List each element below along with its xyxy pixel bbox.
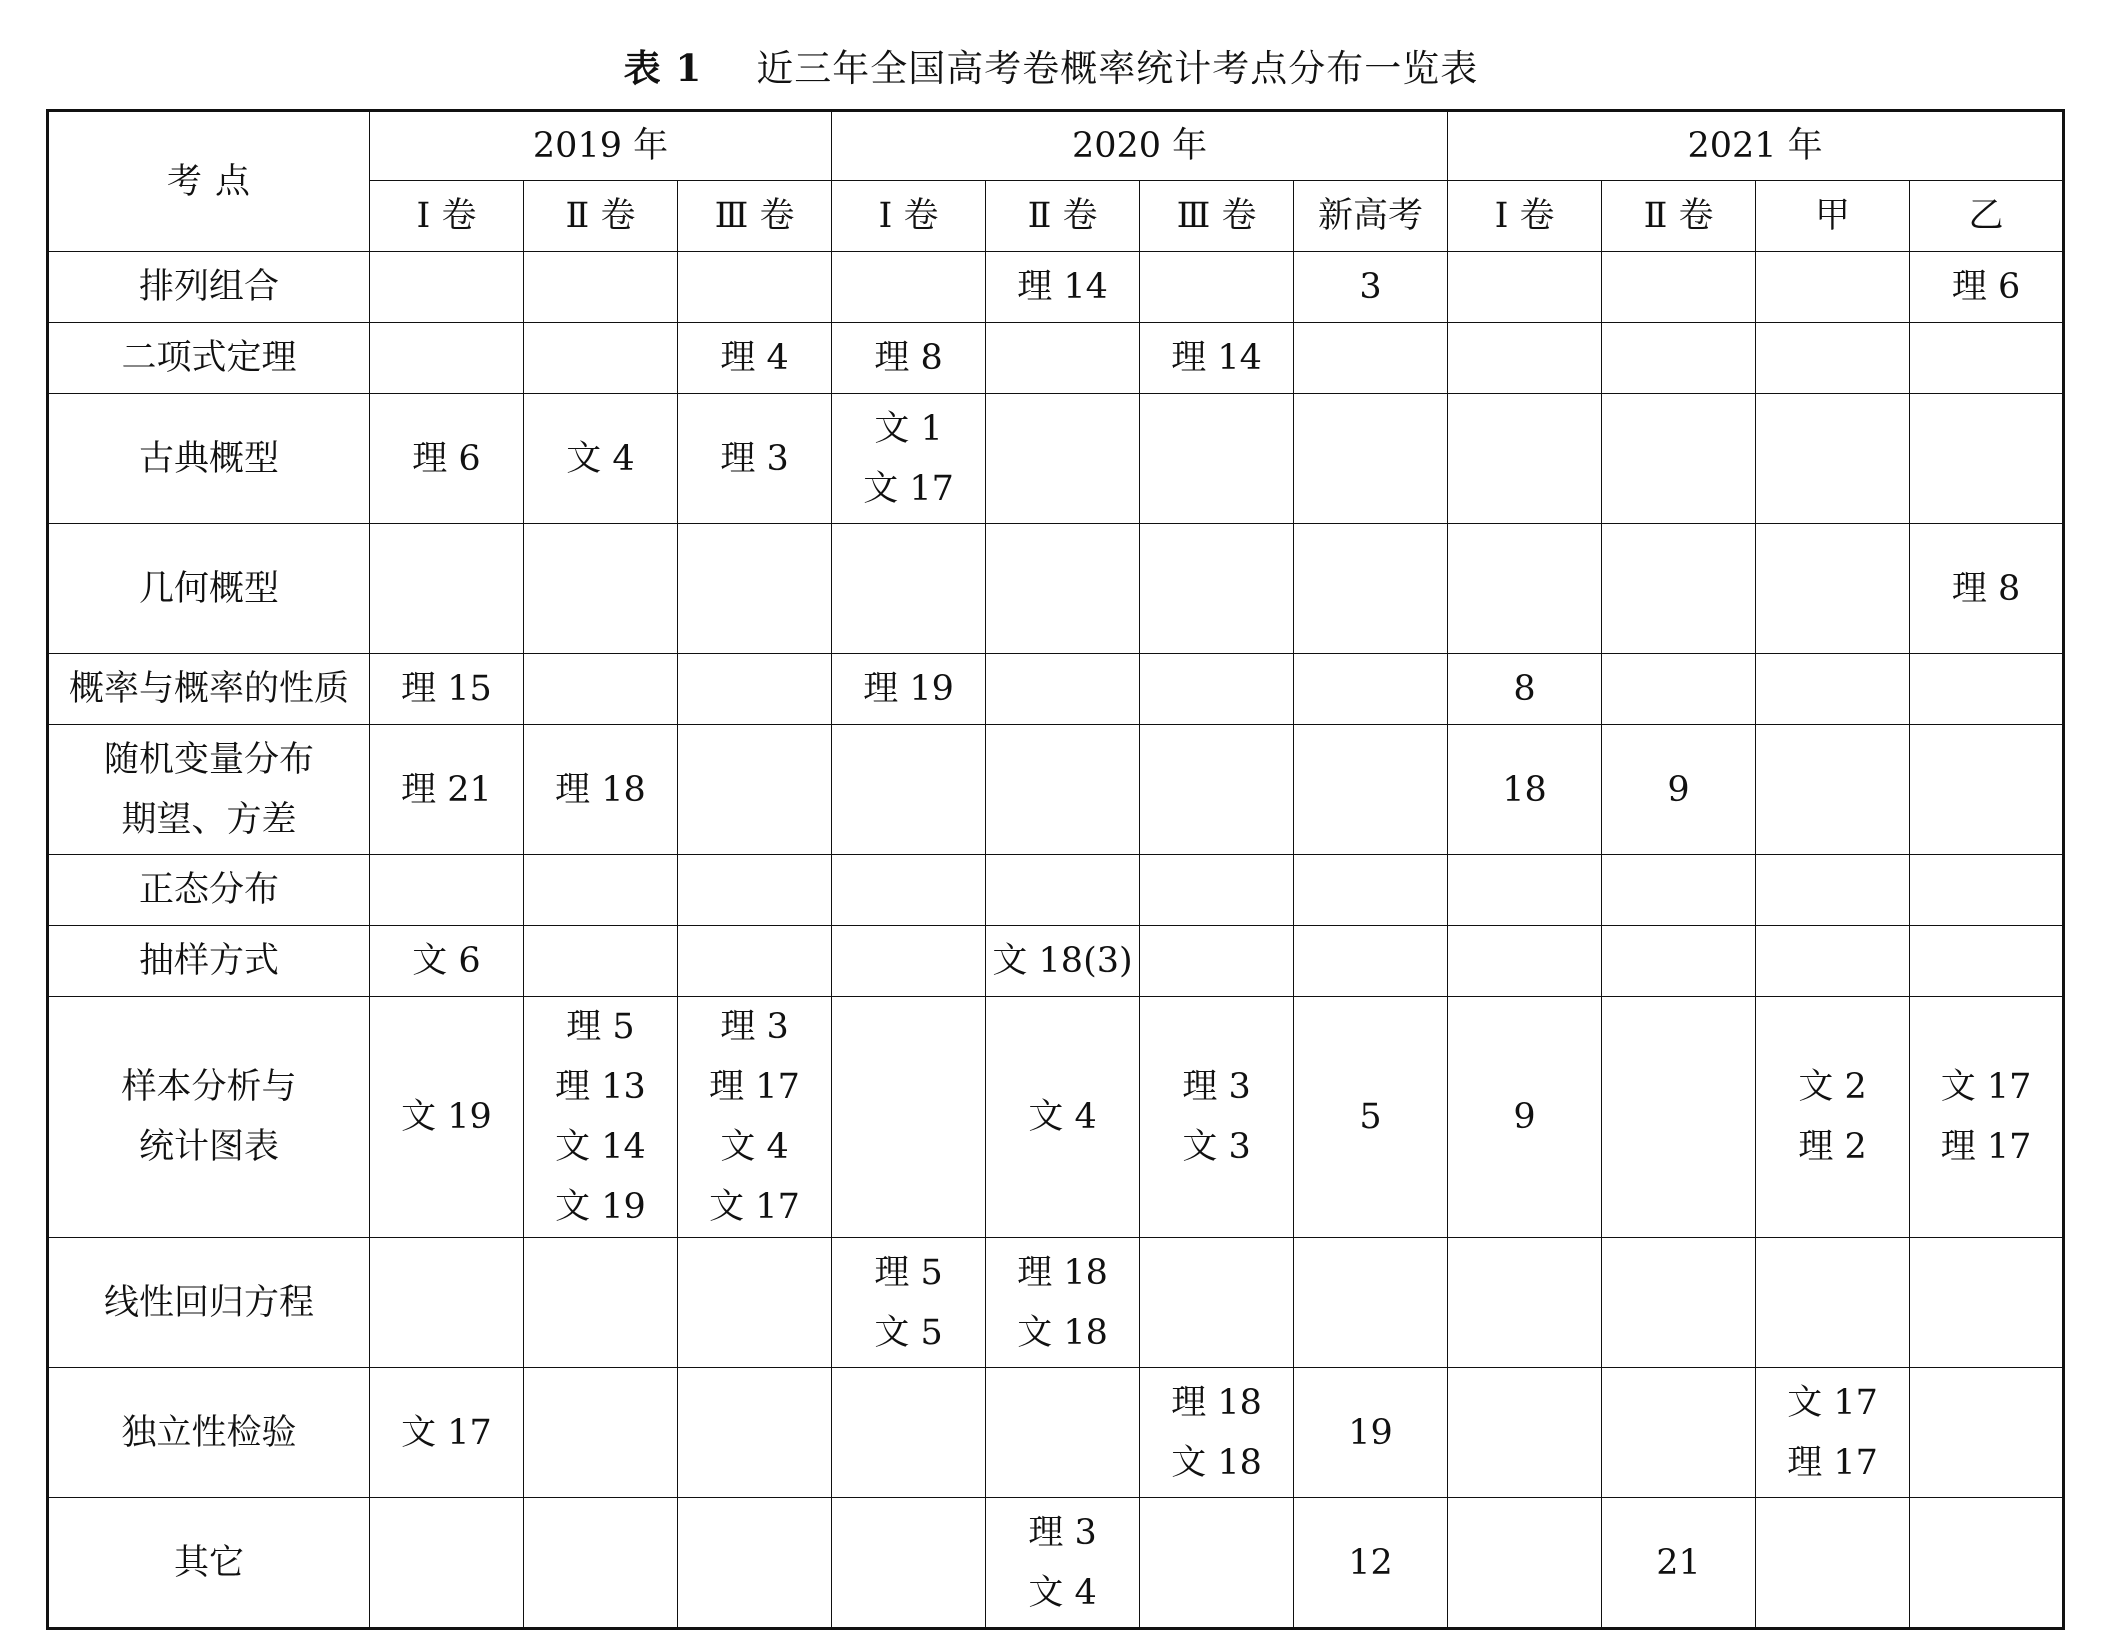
question-ref: 理 15 [401, 669, 492, 709]
data-cell [524, 997, 678, 1238]
topic-label-line: 二项式定理 [121, 338, 297, 378]
table-row [48, 1238, 2064, 1368]
question-ref: 理 13 [555, 1067, 646, 1107]
question-list [1448, 1087, 1601, 1147]
data-cell [678, 725, 832, 855]
question-list [370, 659, 523, 719]
question-ref: 理 6 [1951, 267, 2021, 307]
question-ref: 理 17 [709, 1067, 800, 1107]
question-list [1756, 1057, 1909, 1177]
question-ref: 文 18 [1017, 1312, 1108, 1353]
topic-label-line: 排列组合 [138, 267, 279, 307]
data-cell [1756, 725, 1910, 855]
topic-cell [48, 1368, 370, 1498]
data-cell [370, 323, 524, 394]
data-cell [1140, 926, 1294, 997]
data-cell [678, 1238, 832, 1368]
topic-label [49, 429, 369, 489]
topic-cell [48, 524, 370, 654]
question-list [986, 1243, 1139, 1363]
paper-header: Ⅱ 卷 [524, 181, 678, 252]
question-list [370, 931, 523, 991]
question-list [1294, 1533, 1447, 1593]
question-ref: 理 21 [401, 769, 492, 810]
data-cell [678, 252, 832, 323]
data-cell [370, 654, 524, 725]
topic-label-line: 期望、方差 [121, 799, 297, 840]
topic-label [49, 860, 369, 920]
data-cell [832, 997, 986, 1238]
data-cell [370, 394, 524, 524]
data-cell [832, 1238, 986, 1368]
data-cell [1448, 725, 1602, 855]
data-cell [524, 1238, 678, 1368]
data-cell [1140, 725, 1294, 855]
question-ref: 文 18(3) [992, 941, 1133, 981]
paper-header: Ⅱ 卷 [1602, 181, 1756, 252]
topic-cell [48, 394, 370, 524]
question-ref: 文 19 [555, 1187, 646, 1227]
question-list [1140, 1057, 1293, 1177]
data-cell [832, 323, 986, 394]
data-cell [678, 323, 832, 394]
data-cell [524, 1368, 678, 1498]
question-list [1294, 1087, 1447, 1147]
topic-label [49, 1273, 369, 1333]
topic-cell [48, 725, 370, 855]
question-ref: 12 [1348, 1542, 1393, 1583]
data-cell [1756, 855, 1910, 926]
data-cell [1910, 654, 2064, 725]
data-cell [1910, 725, 2064, 855]
table-row [48, 252, 2064, 323]
table-row [48, 926, 2064, 997]
paper-header: Ⅲ 卷 [678, 181, 832, 252]
data-cell [524, 926, 678, 997]
question-list [524, 760, 677, 820]
question-list [678, 997, 831, 1237]
question-ref: 21 [1656, 1542, 1701, 1583]
data-cell [1448, 394, 1602, 524]
data-cell [1602, 926, 1756, 997]
data-cell [986, 997, 1140, 1238]
table-title: 近三年全国高考卷概率统计考点分布一览表 [756, 47, 1479, 90]
question-list [524, 997, 677, 1237]
data-cell [1756, 1498, 1910, 1629]
question-ref: 3 [1359, 267, 1382, 307]
data-cell [1602, 997, 1756, 1238]
topic-label-line: 线性回归方程 [103, 1282, 314, 1323]
data-cell [370, 1238, 524, 1368]
data-cell [1448, 997, 1602, 1238]
question-ref: 理 3 [1182, 1067, 1251, 1107]
topic-cell [48, 654, 370, 725]
topic-cell [48, 855, 370, 926]
topic-cell [48, 997, 370, 1238]
topic-label [49, 730, 369, 850]
topic-label-line: 统计图表 [138, 1127, 279, 1167]
question-ref: 文 4 [566, 438, 635, 479]
data-cell [370, 252, 524, 323]
data-cell [832, 926, 986, 997]
data-cell [1140, 1238, 1294, 1368]
question-ref: 理 14 [1017, 267, 1108, 307]
data-cell [1140, 524, 1294, 654]
question-ref: 理 17 [1787, 1442, 1878, 1483]
data-cell [1294, 997, 1448, 1238]
topic-cell [48, 323, 370, 394]
data-cell [986, 394, 1140, 524]
data-cell [678, 654, 832, 725]
data-cell [524, 725, 678, 855]
question-ref: 理 4 [720, 338, 789, 378]
data-cell [1294, 524, 1448, 654]
topic-label [49, 1403, 369, 1463]
question-list [986, 1087, 1139, 1147]
exam-topic-table [46, 109, 2065, 1630]
data-cell [1910, 323, 2064, 394]
corner-header [48, 111, 370, 252]
question-list [986, 1503, 1139, 1623]
table-row [48, 394, 2064, 524]
data-cell [524, 323, 678, 394]
data-cell [1602, 1368, 1756, 1498]
question-ref: 5 [1359, 1097, 1382, 1137]
data-cell [1294, 1238, 1448, 1368]
question-ref: 文 17 [863, 468, 954, 509]
year-header-2019: 2019 年 [370, 111, 832, 181]
question-ref: 文 17 [1940, 1067, 2032, 1107]
topic-label-line: 其它 [173, 1542, 244, 1583]
data-cell [1294, 252, 1448, 323]
data-cell [1756, 997, 1910, 1238]
question-list [986, 931, 1139, 991]
data-cell [524, 1498, 678, 1629]
data-cell [1448, 1498, 1602, 1629]
topic-cell [48, 926, 370, 997]
question-list [1910, 257, 2062, 317]
topic-cell [48, 1498, 370, 1629]
data-cell [986, 654, 1140, 725]
data-cell [832, 394, 986, 524]
question-ref: 文 17 [709, 1187, 800, 1227]
data-cell [678, 855, 832, 926]
question-list [1602, 1533, 1755, 1593]
data-cell [1910, 1238, 2064, 1368]
question-list [832, 328, 985, 388]
data-cell [678, 926, 832, 997]
data-cell [1448, 1368, 1602, 1498]
question-ref: 理 5 [566, 1007, 635, 1047]
question-ref: 理 3 [720, 1007, 789, 1047]
data-cell [1756, 926, 1910, 997]
data-cell [370, 926, 524, 997]
data-cell [1140, 997, 1294, 1238]
question-ref: 理 19 [863, 669, 954, 709]
data-cell [1602, 323, 1756, 394]
data-cell [1140, 1498, 1294, 1629]
data-cell [1602, 252, 1756, 323]
data-cell [1756, 1368, 1910, 1498]
topic-label-line: 概率与概率的性质 [68, 669, 349, 709]
data-cell [1448, 654, 1602, 725]
paper-header: 乙 [1910, 181, 2064, 252]
question-list [1448, 760, 1601, 820]
table-row [48, 997, 2064, 1238]
data-cell [1140, 855, 1294, 926]
question-list [678, 429, 831, 489]
data-cell [524, 252, 678, 323]
data-cell [370, 524, 524, 654]
question-ref: 理 6 [412, 438, 481, 479]
data-cell [1910, 855, 2064, 926]
data-cell [832, 524, 986, 654]
topic-label-line: 随机变量分布 [103, 739, 314, 780]
topic-label-line: 样本分析与 [121, 1067, 297, 1107]
data-cell [1602, 855, 1756, 926]
data-cell [986, 1238, 1140, 1368]
data-cell [1448, 252, 1602, 323]
data-cell [1910, 252, 2064, 323]
data-cell [986, 524, 1140, 654]
data-cell [1140, 252, 1294, 323]
topic-label-line: 抽样方式 [138, 941, 279, 981]
question-ref: 文 3 [1182, 1127, 1251, 1167]
data-cell [986, 725, 1140, 855]
data-cell [1756, 394, 1910, 524]
data-cell [1448, 1238, 1602, 1368]
question-list [832, 1243, 985, 1363]
table-row [48, 323, 2064, 394]
data-cell [832, 654, 986, 725]
topic-label-line: 古典概型 [138, 438, 279, 479]
data-cell [832, 725, 986, 855]
data-cell [524, 394, 678, 524]
topic-label-line: 独立性检验 [121, 1412, 297, 1453]
question-ref: 理 18 [1171, 1382, 1262, 1423]
question-ref: 理 3 [1028, 1512, 1097, 1553]
data-cell [1602, 1238, 1756, 1368]
data-cell [986, 252, 1140, 323]
question-list [986, 257, 1139, 317]
data-cell [1448, 855, 1602, 926]
question-ref: 理 5 [874, 1252, 943, 1293]
table-row [48, 524, 2064, 654]
data-cell [370, 855, 524, 926]
data-cell [678, 997, 832, 1238]
data-cell [1294, 855, 1448, 926]
question-list [1294, 257, 1447, 317]
question-ref: 18 [1502, 769, 1547, 810]
data-cell [1140, 394, 1294, 524]
data-cell [1294, 323, 1448, 394]
question-list [370, 760, 523, 820]
table-row [48, 725, 2064, 855]
question-ref: 文 4 [720, 1127, 789, 1167]
table-row [48, 1368, 2064, 1498]
data-cell [678, 1368, 832, 1498]
data-cell [1294, 1368, 1448, 1498]
table-row [48, 654, 2064, 725]
table-row [48, 1498, 2064, 1629]
data-cell [678, 394, 832, 524]
question-list [678, 328, 831, 388]
question-list [1910, 559, 2062, 619]
data-cell [524, 855, 678, 926]
data-cell [1756, 654, 1910, 725]
topic-cell [48, 1238, 370, 1368]
data-cell [1910, 926, 2064, 997]
question-ref: 理 18 [555, 769, 646, 810]
paper-header: Ⅰ 卷 [1448, 181, 1602, 252]
data-cell [1602, 654, 1756, 725]
data-cell [986, 323, 1140, 394]
data-cell [1294, 654, 1448, 725]
paper-header: 新高考 [1294, 181, 1448, 252]
data-cell [1448, 926, 1602, 997]
data-cell [986, 855, 1140, 926]
question-ref: 文 4 [1028, 1572, 1097, 1613]
corner-header-label: 考 点 [166, 161, 252, 202]
topic-label [49, 1057, 369, 1177]
data-cell [678, 524, 832, 654]
data-cell [832, 1498, 986, 1629]
header-row-years [48, 111, 2064, 181]
table-body [48, 111, 2064, 1629]
data-cell [370, 725, 524, 855]
question-list [1140, 1373, 1293, 1493]
data-cell [370, 997, 524, 1238]
question-list [1756, 1373, 1909, 1493]
topic-label-line: 正态分布 [138, 870, 279, 910]
data-cell [1602, 524, 1756, 654]
question-ref: 理 3 [720, 438, 789, 479]
question-list [1294, 1403, 1447, 1463]
data-cell [1910, 1368, 2064, 1498]
data-cell [1140, 654, 1294, 725]
data-cell [1756, 524, 1910, 654]
data-cell [1756, 252, 1910, 323]
topic-label [49, 931, 369, 991]
question-list [1910, 1057, 2062, 1177]
question-ref: 文 14 [555, 1127, 646, 1167]
question-list [524, 429, 677, 489]
question-list [832, 399, 985, 519]
data-cell [1140, 323, 1294, 394]
question-ref: 文 2 [1798, 1067, 1867, 1107]
topic-label-line: 几何概型 [138, 568, 279, 609]
question-ref: 文 5 [874, 1312, 943, 1353]
data-cell [986, 926, 1140, 997]
data-cell [986, 1368, 1140, 1498]
question-ref: 9 [1513, 1097, 1536, 1137]
data-cell [986, 1498, 1140, 1629]
year-header-2020: 2020 年 [832, 111, 1448, 181]
question-ref: 文 4 [1028, 1097, 1097, 1137]
paper-header: Ⅱ 卷 [986, 181, 1140, 252]
question-ref: 8 [1513, 669, 1536, 709]
topic-label [49, 559, 369, 619]
data-cell [1910, 524, 2064, 654]
question-ref: 9 [1667, 769, 1690, 810]
data-cell [678, 1498, 832, 1629]
question-ref: 文 1 [874, 408, 943, 449]
question-list [370, 1403, 523, 1463]
data-cell [1448, 524, 1602, 654]
question-list [1602, 760, 1755, 820]
question-ref: 文 17 [401, 1412, 492, 1453]
paper-header: 甲 [1756, 181, 1910, 252]
topic-label [49, 659, 369, 719]
question-ref: 理 18 [1017, 1252, 1108, 1293]
question-list [370, 1087, 523, 1147]
data-cell [524, 524, 678, 654]
paper-header: Ⅰ 卷 [832, 181, 986, 252]
data-cell [1602, 725, 1756, 855]
question-ref: 理 8 [874, 338, 943, 378]
question-ref: 文 17 [1787, 1382, 1878, 1423]
data-cell [1602, 394, 1756, 524]
question-ref: 理 14 [1171, 338, 1262, 378]
data-cell [832, 252, 986, 323]
data-cell [370, 1498, 524, 1629]
question-list [1448, 659, 1601, 719]
data-cell [524, 654, 678, 725]
data-cell [832, 1368, 986, 1498]
data-cell [1756, 323, 1910, 394]
table-number: 表 1 [623, 46, 703, 90]
data-cell [1910, 997, 2064, 1238]
data-cell [1294, 1498, 1448, 1629]
topic-label [49, 1533, 369, 1593]
question-ref: 文 18 [1171, 1442, 1262, 1483]
table-caption [0, 40, 2102, 97]
data-cell [1294, 394, 1448, 524]
question-list [370, 429, 523, 489]
question-ref: 19 [1348, 1412, 1393, 1453]
question-ref: 文 6 [412, 941, 481, 981]
topic-cell [48, 252, 370, 323]
question-list [832, 659, 985, 719]
data-cell [1756, 1238, 1910, 1368]
topic-label [49, 328, 369, 388]
question-ref: 理 17 [1940, 1127, 2032, 1167]
paper-header: Ⅰ 卷 [370, 181, 524, 252]
data-cell [1910, 1498, 2064, 1629]
paper-header: Ⅲ 卷 [1140, 181, 1294, 252]
topic-label [49, 257, 369, 317]
data-cell [1448, 323, 1602, 394]
data-cell [370, 1368, 524, 1498]
data-cell [1294, 725, 1448, 855]
data-cell [1910, 394, 2064, 524]
question-ref: 理 2 [1798, 1127, 1867, 1167]
question-ref: 理 8 [1951, 568, 2021, 609]
table-row [48, 855, 2064, 926]
data-cell [1602, 1498, 1756, 1629]
data-cell [832, 855, 986, 926]
question-list [1140, 328, 1293, 388]
question-ref: 文 19 [401, 1097, 492, 1137]
data-cell [1140, 1368, 1294, 1498]
year-header-2021: 2021 年 [1448, 111, 2064, 181]
data-cell [1294, 926, 1448, 997]
